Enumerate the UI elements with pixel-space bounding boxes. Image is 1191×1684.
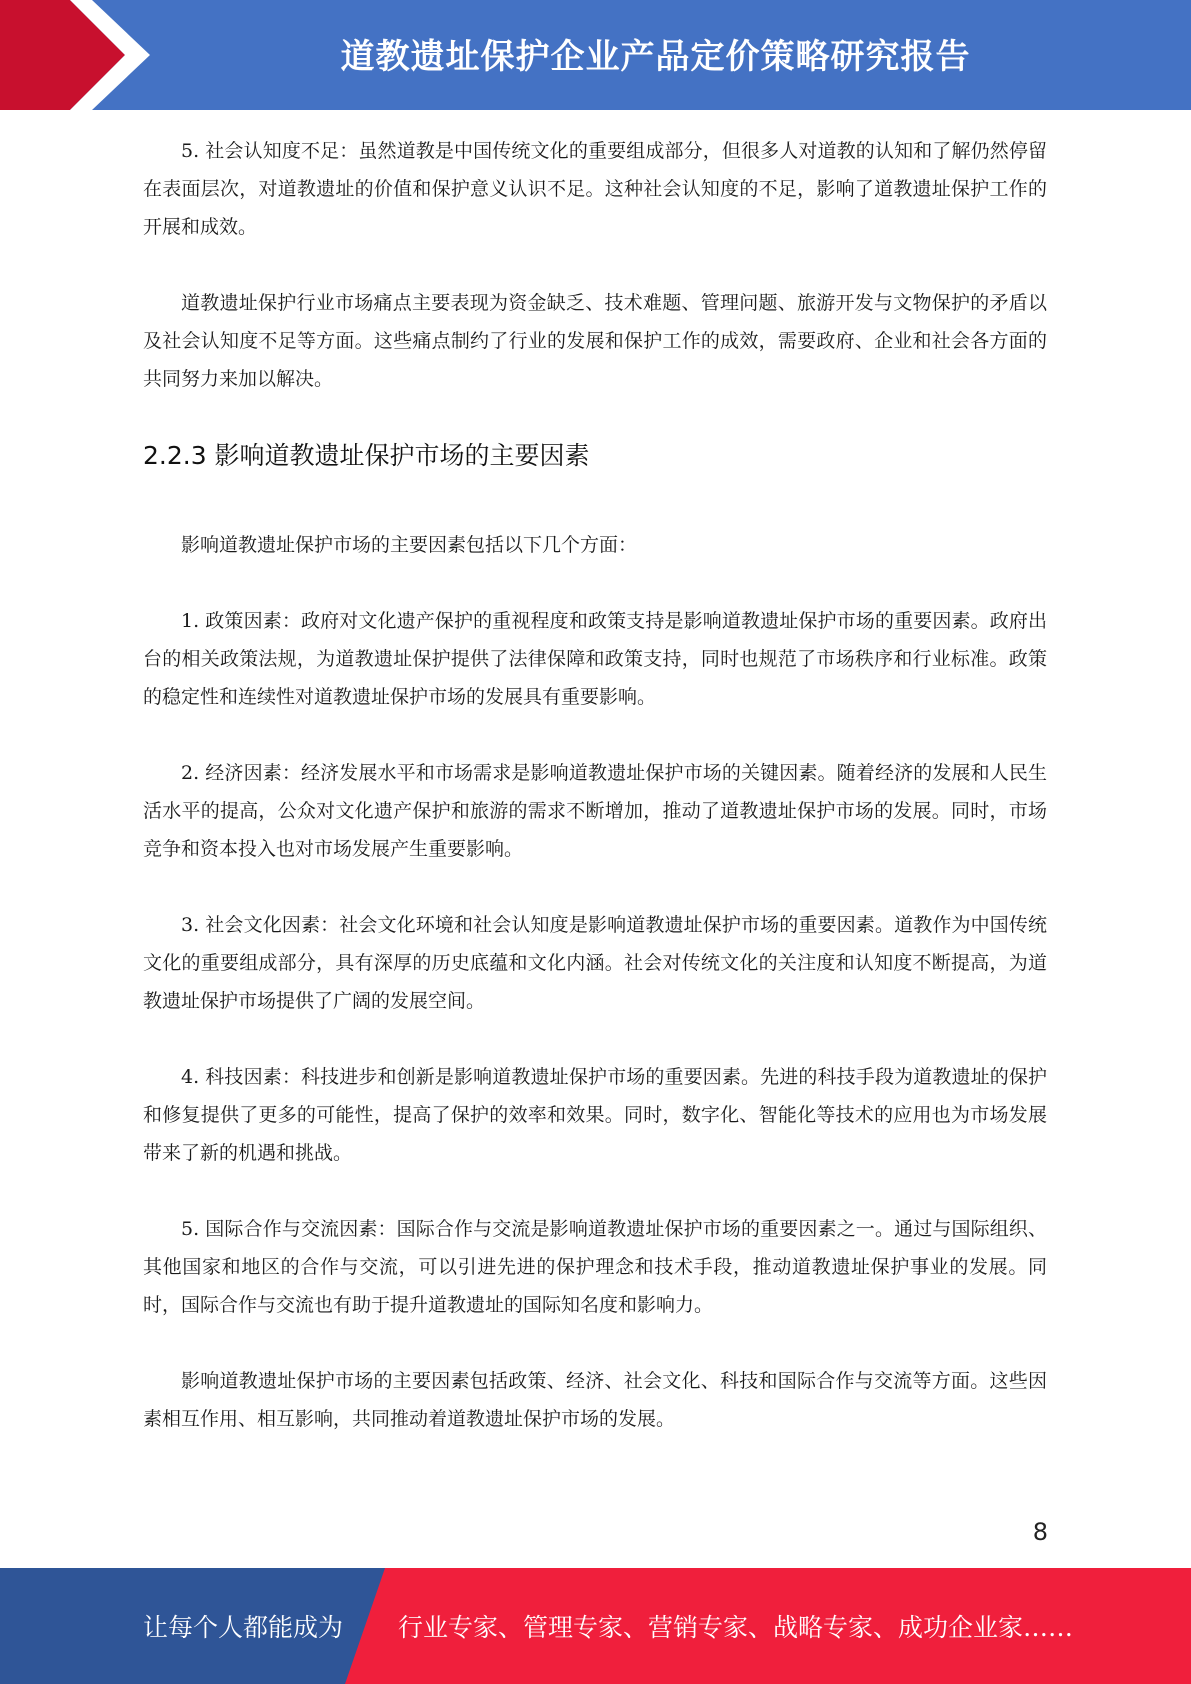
paragraph: 影响道教遗址保护市场的主要因素包括以下几个方面：: [181, 534, 638, 556]
page-footer: [0, 1568, 1191, 1684]
report-title: 道教遗址保护企业产品定价策略研究报告: [340, 36, 971, 77]
paragraph: 3. 社会文化因素：社会文化环境和社会认知度是影响道教遗址保护市场的重要因素。道教作为中国传统文化的重要组成部分，具有深厚的历史底蕴和文化内涵。社会对传统文化的关注度和认知度不断提高，为道教遗址保护市场提供了广阔的发展空间。: [143, 914, 1047, 1012]
page-number: 8: [1032, 1518, 1048, 1546]
section-heading: 2.2.3 影响道教遗址保护市场的主要因素: [143, 441, 590, 470]
header-arrow-decoration: [0, 0, 200, 110]
footer-slogan-left: 让每个人都能成为: [143, 1613, 344, 1642]
paragraph: 5. 社会认知度不足：虽然道教是中国传统文化的重要组成部分，但很多人对道教的认知和了解仍然停留在表面层次，对道教遗址的价值和保护意义认识不足。这种社会认知度的不足，影响了道教遗址保护工作的开展和成效。: [143, 140, 1047, 238]
paragraph: 5. 国际合作与交流因素：国际合作与交流是影响道教遗址保护市场的重要因素之一。通过与国际组织、其他国家和地区的合作与交流，可以引进先进的保护理念和技术手段，推动道教遗址保护事业的发展。同时，国际合作与交流也有助于提升道教遗址的国际知名度和影响力。: [143, 1218, 1047, 1316]
paragraph: 2. 经济因素：经济发展水平和市场需求是影响道教遗址保护市场的关键因素。随着经济的发展和人民生活水平的提高，公众对文化遗产保护和旅游的需求不断增加，推动了道教遗址保护市场的发展。同时，市场竞争和资本投入也对市场发展产生重要影响。: [143, 762, 1047, 860]
document-body: [143, 132, 1047, 1476]
footer-slogan-right: 行业专家、管理专家、营销专家、战略专家、成功企业家……: [398, 1613, 1074, 1642]
paragraph: 4. 科技因素：科技进步和创新是影响道教遗址保护市场的重要因素。先进的科技手段为道教遗址的保护和修复提供了更多的可能性，提高了保护的效率和效果。同时，数字化、智能化等技术的应用也为市场发展带来了新的机遇和挑战。: [143, 1066, 1047, 1164]
page-header: [0, 0, 1191, 110]
paragraph: 1. 政策因素：政府对文化遗产保护的重视程度和政策支持是影响道教遗址保护市场的重要因素。政府出台的相关政策法规，为道教遗址保护提供了法律保障和政策支持，同时也规范了市场秩序和行业标准。政策的稳定性和连续性对道教遗址保护市场的发展具有重要影响。: [143, 610, 1047, 708]
paragraph: 影响道教遗址保护市场的主要因素包括政策、经济、社会文化、科技和国际合作与交流等方面。这些因素相互作用、相互影响，共同推动着道教遗址保护市场的发展。: [143, 1370, 1047, 1430]
paragraph: 道教遗址保护行业市场痛点主要表现为资金缺乏、技术难题、管理问题、旅游开发与文物保护的矛盾以及社会认知度不足等方面。这些痛点制约了行业的发展和保护工作的成效，需要政府、企业和社会各方面的共同努力来加以解决。: [143, 292, 1047, 390]
